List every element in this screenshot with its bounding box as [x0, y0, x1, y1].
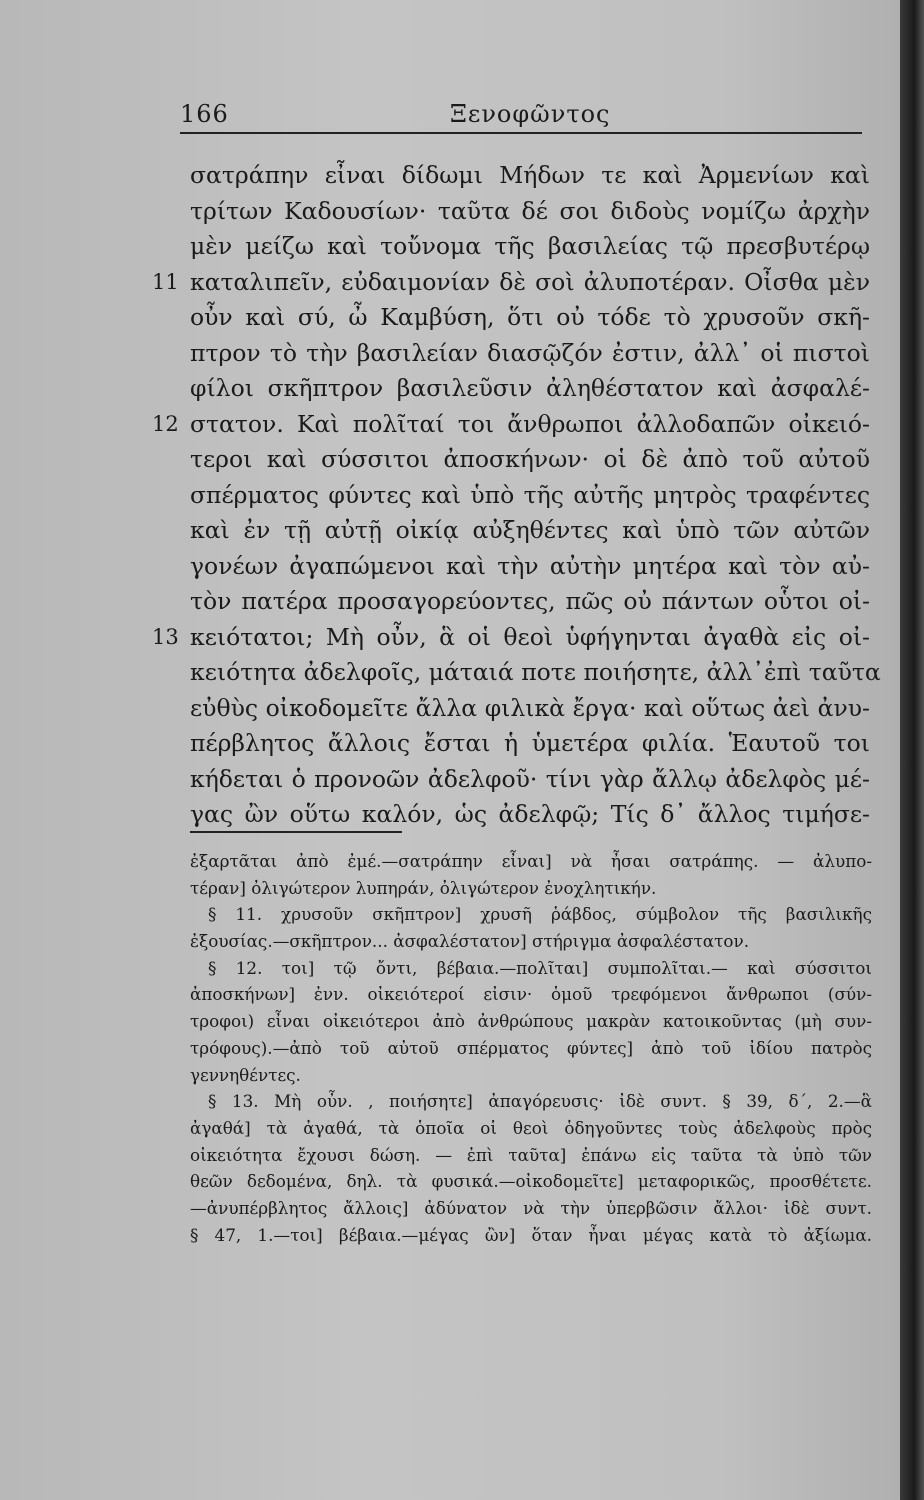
text-line [190, 549, 870, 585]
page-number: 166 [180, 100, 229, 128]
footnote-line: ἀγαθά] τὰ ἀγαθά, τὰ ὁποῖα οἱ θεοὶ ὁδηγοῦντες τοὺς ἀδελφοὺς πρὸς [190, 1117, 872, 1138]
line-text: γας ὢν οὕτω καλόν, ὡς ἀδελφῷ; Τίς δ᾽ ἄλλος τιμήσε- [190, 800, 870, 828]
line-text: πτρον τὸ τὴν βασιλείαν διασῷζόν ἐστιν, ἀλλ᾽ οἱ πιστοὶ [190, 338, 870, 367]
footnote-line: θεῶν δεδομένα, δηλ. τὰ φυσικά.—οἰκοδομεῖτε] μεταφορικῶς, προσθέτετε. [190, 1171, 872, 1192]
footnote-line: § 47, 1.—τοι] βέβαια.—μέγας ὢν] ὅταν ἦναι μέγας κατὰ τὸ ἀξίωμα. [190, 1224, 872, 1245]
text-line [190, 513, 870, 549]
footnote-line: γεννηθέντες. [190, 1064, 301, 1085]
text-line [190, 726, 870, 762]
text-line [190, 584, 870, 620]
footnote-line: τρόφους).—ἀπὸ τοῦ αὐτοῦ σπέρματος φύντες] ἀπὸ τοῦ ἰδίου πατρὸς [190, 1037, 872, 1058]
line-text: κειότητα ἀδελφοῖς, μάταιά ποτε ποιήσητε, ἀλλ᾽ἐπὶ ταῦτα [190, 658, 881, 686]
text-line [190, 762, 870, 798]
line-text: στατον. Καὶ πολῖταί τοι ἄνθρωποι ἀλλοδαπῶν οἰκειό- [190, 409, 870, 438]
line-text: καταλιπεῖν, εὐδαιμονίαν δὲ σοὶ ἀλυποτέραν. Οἶσθα μὲν [190, 267, 870, 296]
footnote-line: ἀποσκήνων] ἐνν. οἰκειότεροί εἰσιν· ὁμοῦ τρεφόμενοι ἄνθρωποι (σύν- [190, 984, 872, 1005]
text-line [190, 158, 870, 194]
text-line [190, 371, 870, 407]
line-text: σατράπην εἶναι δίδωμι Μήδων τε καὶ Ἀρμενίων καὶ [190, 161, 870, 189]
text-line [152, 620, 870, 656]
line-text: τρίτων Καδουσίων· ταῦτα δέ σοι διδοὺς νομίζω ἀρχὴν [190, 196, 870, 225]
text-line [190, 478, 870, 514]
footnote-line: ἐξουσίας.—σκῆπτρον... ἀσφαλέστατον] στήριγμα ἀσφαλέστατον. [190, 931, 750, 952]
text-line [152, 407, 870, 443]
section-number: 12 [152, 411, 179, 436]
page-header [180, 98, 862, 134]
page-edge-shadow [900, 0, 924, 1500]
text-line [152, 265, 870, 301]
line-text: εὐθὺς οἰκοδομεῖτε ἄλλα φιλικὰ ἔργα· καὶ οὕτως ἀεὶ ἀνυ- [190, 693, 870, 722]
text-line [190, 300, 870, 336]
footnote-line: οἰκειότητα ἔχουσι δώση. — ἐπὶ ταῦτα] ἐπάνω εἰς ταῦτα τὰ ὑπὸ τῶν [190, 1144, 872, 1165]
line-text: φίλοι σκῆπτρον βασιλεῦσιν ἀληθέστατον καὶ ἀσφαλέ- [190, 374, 870, 402]
line-text: τεροι καὶ σύσσιτοι ἀποσκήνων· οἱ δὲ ἀπὸ τοῦ αὐτοῦ [190, 445, 870, 473]
footnote-line: τροφοι) εἶναι οἰκειότεροι ἀπὸ ἀνθρώπους μακρὰν κατοικοῦντας (μὴ συν- [190, 1011, 872, 1032]
line-text: οὖν καὶ σύ, ὦ Καμβύση, ὅτι οὐ τόδε τὸ χρυσοῦν σκῆ- [190, 303, 870, 331]
section-number: 13 [152, 624, 179, 649]
text-line [190, 229, 870, 265]
line-text: καὶ ἐν τῇ αὐτῇ οἰκίᾳ αὐξηθέντες καὶ ὑπὸ τῶν αὐτῶν [190, 516, 870, 544]
text-line [190, 336, 870, 372]
line-text: κήδεται ὁ προνοῶν ἀδελφοῦ· τίνι γὰρ ἄλλῳ ἀδελφὸς μέ- [190, 764, 870, 793]
line-text: κειότατοι; Μὴ οὖν, ἃ οἱ θεοὶ ὑφήγηνται ἀγαθὰ εἰς οἰ- [190, 622, 870, 651]
line-text: σπέρματος φύντες καὶ ὑπὸ τῆς αὐτῆς μητρὸς τραφέντες [190, 480, 870, 509]
section-number: 11 [152, 269, 179, 294]
footnote-line: τέραν] ὀλιγώτερον λυπηράν, ὀλιγώτερον ἐνοχλητικήν. [190, 877, 657, 898]
text-line [190, 442, 870, 478]
footnote-line: § 12. τοι] τῷ ὄντι, βέβαια.—πολῖται] συμπολῖται.— καὶ σύσσιτοι [208, 957, 872, 978]
running-title: Ξενοφῶντος [450, 100, 611, 128]
main-text [152, 158, 881, 833]
footnote-line: § 13. Μὴ οὖν. , ποιήσητε] ἀπαγόρευσις· ἰδὲ συντ. § 39, δ΄, 2.—ἃ [208, 1091, 872, 1112]
footnote-line: ἐξαρτᾶται ἀπὸ ἐμέ.—σατράπην εἶναι] νὰ ἦσαι σατράπης. — ἀλυπο- [190, 851, 872, 871]
line-text: μὲν μείζω καὶ τοὔνομα τῆς βασιλείας τῷ πρεσβυτέρῳ [190, 232, 870, 260]
footnotes [190, 848, 872, 1248]
line-text: τὸν πατέρα προσαγορεύοντες, πῶς οὐ πάντων οὗτοι οἰ- [190, 587, 870, 615]
text-line [190, 655, 881, 691]
text-line [190, 691, 870, 727]
line-text: γονέων ἀγαπώμενοι καὶ τὴν αὐτὴν μητέρα καὶ τὸν αὐ- [190, 551, 870, 580]
footnote-line: —ἀνυπέρβλητος ἄλλοις] ἀδύνατον νὰ τὴν ὑπερβῶσιν ἄλλοι· ἰδὲ συντ. [190, 1197, 872, 1218]
text-line [190, 194, 870, 230]
footnote-rule [190, 831, 402, 833]
footnote-line: § 11. χρυσοῦν σκῆπτρον] χρυσῆ ῥάβδος, σύμβολον τῆς βασιλικῆς [208, 904, 872, 925]
text-line [190, 797, 870, 833]
line-text: πέρβλητος ἄλλοις ἔσται ἡ ὑμετέρα φιλία. Ἑαυτοῦ τοι [190, 729, 870, 757]
